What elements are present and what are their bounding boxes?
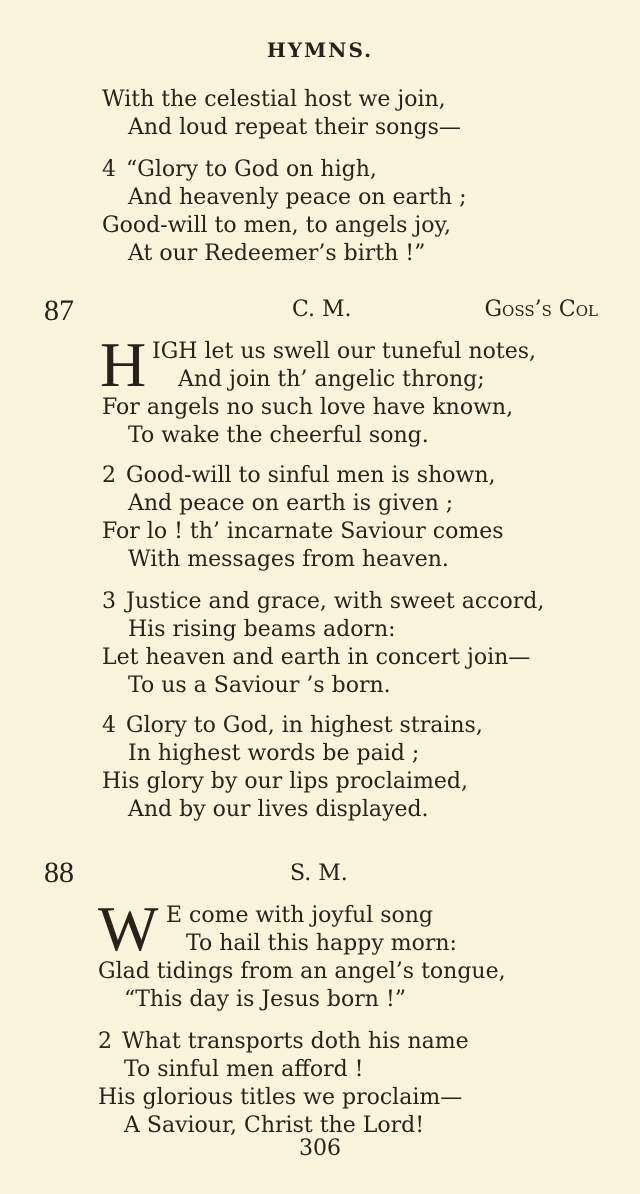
verse-line: His rising beams adorn: [128, 617, 396, 642]
stanza-number: 4 [102, 157, 116, 182]
hymn-number: 88 [44, 856, 74, 889]
verse-line: IGH let us swell our tuneful notes, [152, 339, 537, 364]
verse-line: “This day is Jesus born !” [124, 987, 407, 1012]
stanza-number: 2 [102, 463, 116, 488]
verse-line: For lo ! th’ incarnate Saviour comes [102, 519, 504, 544]
drop-cap: H [100, 329, 147, 400]
verse-line: And join th’ angelic throng; [178, 367, 485, 392]
page-number: 306 [299, 1136, 341, 1161]
running-header: HYMNS. [266, 38, 374, 62]
tune-name: Goss’s Col [484, 297, 598, 322]
verse-line: In highest words be paid ; [128, 741, 420, 766]
verse-line: For angels no such love have known, [102, 395, 514, 420]
verse-line: A Saviour, Christ the Lord! [124, 1113, 425, 1138]
verse-line: At our Redeemer’s birth !” [128, 241, 426, 266]
verse-line: To hail this happy morn: [186, 931, 457, 956]
verse-line: To us a Saviour ’s born. [128, 673, 391, 698]
verse-line: Let heaven and earth in concert join— [102, 645, 531, 670]
verse-line: Glad tidings from an angel’s tongue, [98, 959, 506, 984]
verse-line: His glorious titles we proclaim— [98, 1085, 463, 1110]
verse-line: 2 Good-will to sinful men is shown, [102, 463, 496, 488]
verse-line: Good-will to men, to angels joy, [102, 213, 451, 238]
verse-line: E come with joyful song [166, 903, 433, 928]
stanza-number: 2 [98, 1029, 112, 1054]
verse-line: 3 Justice and grace, with sweet accord, [102, 589, 545, 614]
stanza-number: 4 [102, 713, 116, 738]
verse-line: To wake the cheerful song. [128, 423, 429, 448]
verse-line: And peace on earth is given ; [128, 491, 454, 516]
verse-line: With messages from heaven. [128, 547, 449, 572]
verse-line: With the celestial host we join, [102, 87, 446, 112]
hymn-number: 87 [44, 294, 74, 327]
stanza-number: 3 [102, 589, 116, 614]
verse-line: 4 “Glory to God on high, [102, 157, 377, 182]
verse-line: 4 Glory to God, in highest strains, [102, 713, 483, 738]
hymn-meter: S. M. [290, 861, 348, 886]
verse-line: And by our lives displayed. [128, 797, 429, 822]
verse-line: And heavenly peace on earth ; [128, 185, 467, 210]
verse-line: His glory by our lips proclaimed, [102, 769, 468, 794]
verse-line: To sinful men afford ! [124, 1057, 364, 1082]
verse-line: And loud repeat their songs— [128, 115, 461, 140]
verse-line: 2 What transports doth his name [98, 1029, 469, 1054]
drop-cap: W [98, 893, 159, 964]
hymn-meter: C. M. [292, 297, 352, 322]
